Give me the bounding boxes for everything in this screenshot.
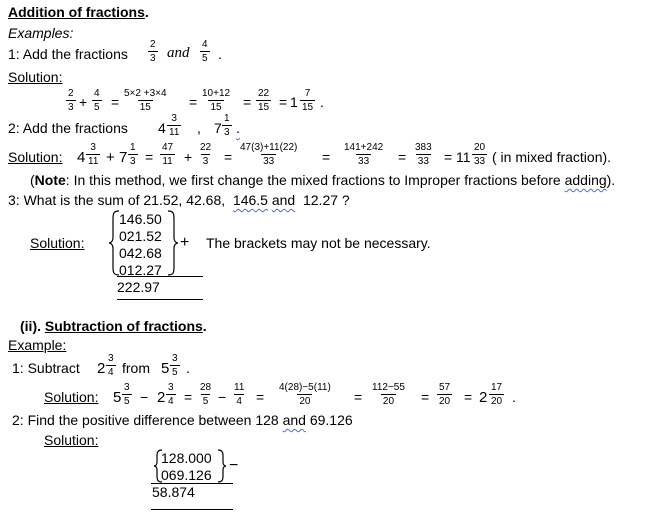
fraction: 28 5	[200, 382, 212, 407]
whole-number: 2	[157, 389, 166, 406]
solution-label: Solution:	[8, 69, 63, 85]
equals-sign: =	[354, 389, 363, 405]
plus-sign: +	[79, 94, 88, 110]
fraction: 57 20	[439, 382, 451, 407]
fraction: 47 11	[162, 142, 174, 167]
fraction: 1 3	[130, 142, 136, 167]
solution-label: Solution:	[44, 432, 99, 448]
sum-rule	[117, 276, 203, 277]
plus-sign: +	[106, 149, 115, 166]
whole-number: 2	[479, 389, 488, 406]
equals-sign: =	[398, 149, 407, 165]
fraction: 1 3	[224, 113, 230, 138]
whole-number: 7	[214, 120, 222, 136]
addend: 021.52	[119, 228, 162, 244]
period: .	[186, 360, 190, 376]
whole-number: 1	[290, 94, 298, 110]
fraction: 3 5	[172, 353, 178, 378]
and-word: and	[167, 45, 190, 61]
fraction: 4 5	[94, 88, 100, 113]
equals-sign: =	[189, 94, 198, 110]
addend: 146.50	[119, 211, 162, 227]
whole-number: 2	[97, 360, 106, 377]
sum-rule	[117, 299, 203, 300]
equals-sign: =	[256, 389, 265, 405]
examples-label: Examples:	[8, 25, 74, 41]
fraction: 7 15	[302, 88, 314, 113]
solution-label: Solution:	[44, 389, 99, 405]
example-3-text: 3: What is the sum of 21.52, 42.68, 146.5 and 12.27 ?	[8, 192, 350, 208]
whole-number: 5	[113, 389, 122, 406]
fraction: 2 3	[150, 39, 156, 64]
fraction: 11 4	[234, 382, 245, 407]
minus-sign: −	[218, 389, 227, 405]
fraction: 4 5	[202, 39, 208, 64]
example-1-text: 1: Add the fractions	[8, 46, 128, 62]
difference-rule	[151, 509, 233, 510]
fraction: 3 4	[108, 353, 114, 378]
fraction: 3 11	[169, 113, 180, 138]
equals-sign: =	[111, 94, 120, 110]
minus-sign: −	[229, 457, 239, 474]
equals-sign: =	[224, 149, 233, 165]
plus-sign: +	[180, 234, 190, 251]
from-word: from	[122, 360, 150, 376]
fraction: 3 4	[168, 382, 174, 407]
fraction: 4(28)−5(11) 20	[279, 382, 331, 407]
fraction: 5×2 +3×4 15	[124, 88, 167, 113]
period: .	[236, 120, 240, 136]
example-1-text: 1: Subtract	[12, 360, 80, 376]
period: .	[320, 94, 324, 110]
fraction: 10+12 15	[202, 88, 231, 113]
example-label: Example:	[8, 337, 67, 353]
solution-label: Solution:	[8, 149, 63, 165]
right-brace-icon	[217, 449, 227, 483]
fraction: 22 15	[258, 88, 270, 113]
mixed-fraction-note: ( in mixed fraction).	[492, 149, 612, 165]
equals-sign: =	[243, 94, 252, 110]
sum-result: 222.97	[117, 279, 160, 295]
comma: ,	[197, 120, 201, 136]
subtrahend: 069.126	[161, 467, 212, 483]
addend: 012.27	[119, 262, 162, 278]
equals-sign: =	[279, 94, 288, 110]
bracket-note: The brackets may not be necessary.	[206, 235, 431, 251]
fraction: 3 11	[88, 142, 99, 167]
minus-sign: −	[140, 389, 149, 405]
minuend: 128.000	[161, 450, 212, 466]
fraction: 20 33	[474, 142, 486, 167]
fraction: 3 5	[124, 382, 130, 407]
solution-label: Solution:	[30, 235, 85, 251]
fraction: 47(3)+11(22) 33	[240, 142, 298, 167]
fraction: 22 3	[200, 142, 212, 167]
note-line: (Note: In this method, we first change the mixed fractions to Improper fractions before adding).	[30, 172, 616, 188]
fraction: 141+242 33	[344, 142, 384, 167]
plus-sign: +	[184, 149, 193, 165]
whole-number: 7	[119, 149, 128, 166]
equals-sign: =	[184, 389, 193, 405]
whole-number: 11	[456, 149, 471, 165]
section-title: (ii). Subtraction of fractions.	[20, 318, 207, 334]
equals-sign: =	[322, 149, 331, 165]
equals-sign: =	[145, 149, 154, 165]
fraction: 383 33	[415, 142, 432, 167]
addend: 042.68	[119, 245, 162, 261]
fraction: 2 3	[68, 88, 74, 113]
fraction: 112−55 20	[372, 382, 405, 407]
period: .	[512, 389, 516, 405]
equals-sign: =	[421, 389, 430, 405]
whole-number: 4	[158, 120, 166, 136]
difference-result: 58.874	[152, 484, 195, 500]
section-title: Addition of fractions.	[8, 4, 149, 20]
whole-number: 5	[161, 360, 170, 377]
example-2-text: 2: Add the fractions	[8, 120, 128, 136]
example-2-text: 2: Find the positive difference between 128 and 69.126	[12, 412, 353, 428]
fraction: 17 20	[491, 382, 503, 407]
right-brace-icon	[167, 210, 179, 276]
equals-sign: =	[464, 389, 473, 405]
whole-number: 4	[77, 149, 86, 166]
equals-sign: =	[444, 149, 453, 165]
period: .	[218, 46, 222, 62]
